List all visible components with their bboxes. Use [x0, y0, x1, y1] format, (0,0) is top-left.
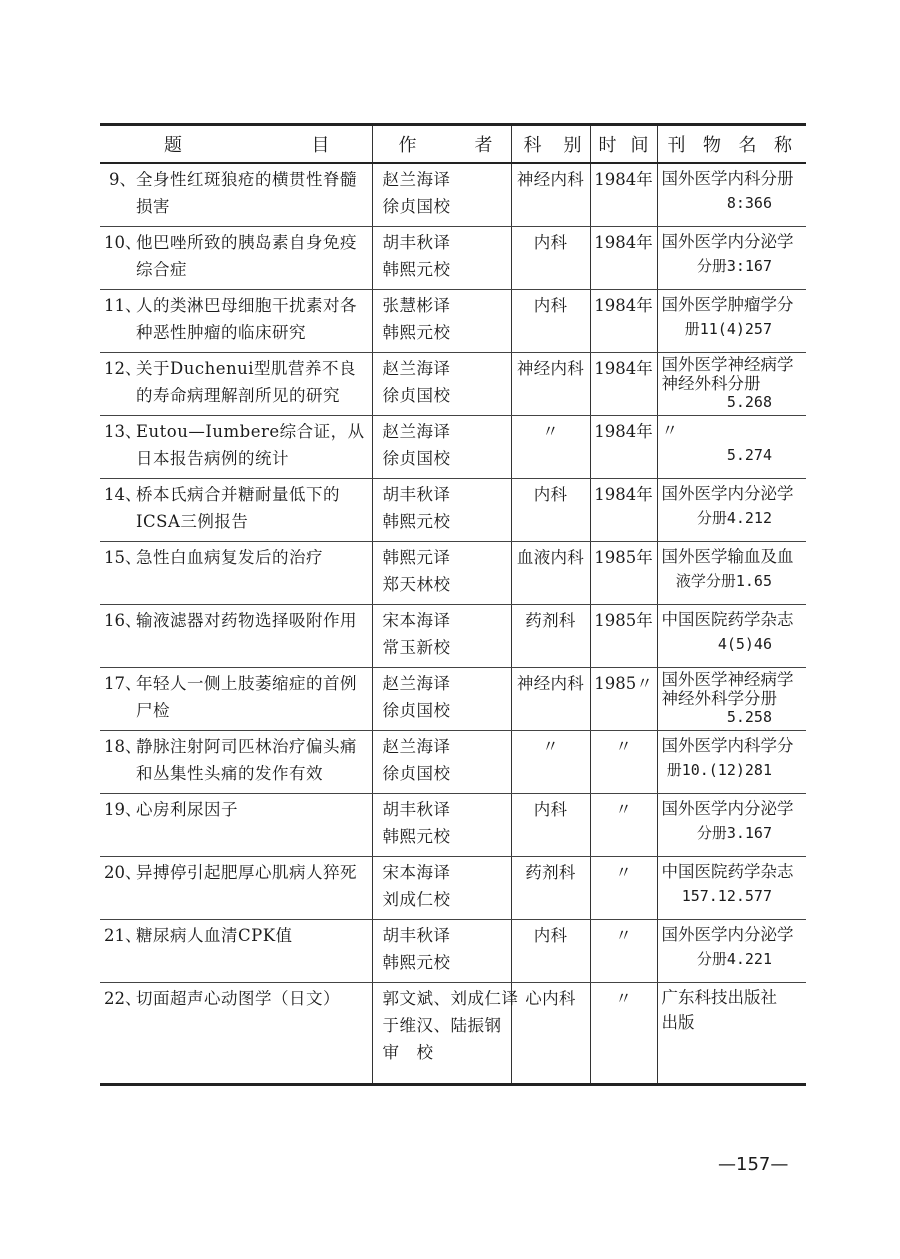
header-author: 作 者	[372, 125, 511, 164]
author-line: 韩熙元译	[382, 547, 451, 567]
title-cell	[100, 982, 372, 1084]
author-line: 刘成仁校	[382, 889, 451, 909]
journal-name: 国外医学内科学分	[661, 735, 794, 755]
time-cell: 〃	[590, 730, 657, 793]
dept-cell: 内科	[511, 478, 590, 541]
item-number: 15、	[104, 547, 142, 567]
journal-cell	[657, 982, 806, 1084]
author-line: 徐贞国校	[382, 763, 451, 783]
author-line: 常玉新校	[382, 637, 451, 657]
table-row	[100, 730, 806, 793]
item-number: 17、	[104, 673, 142, 693]
time-cell: 1985〃	[590, 667, 657, 730]
table-row	[100, 604, 806, 667]
journal-name: 国外医学肿瘤学分	[661, 294, 794, 314]
journal-ref: 分册4.221	[696, 949, 772, 968]
author-line: 韩熙元校	[382, 826, 451, 846]
author-line: 郑天林校	[382, 574, 451, 594]
item-title: 他巴唑所致的胰岛素自身免疫综合症	[136, 232, 357, 279]
journal-cell	[657, 478, 806, 541]
page-number: —157—	[718, 1154, 789, 1175]
item-title: 全身性红斑狼疮的横贯性脊髓损害	[136, 170, 357, 216]
table-header-row	[100, 125, 806, 164]
journal-cell	[657, 415, 806, 478]
item-number: 10、	[104, 232, 142, 252]
author-line: 赵兰海译	[382, 358, 451, 378]
author-cell	[372, 856, 511, 919]
author-line: 赵兰海译	[382, 170, 451, 189]
journal-name: 〃	[661, 420, 678, 440]
journal-name: 中国医院药学杂志	[661, 861, 794, 881]
journal-ref: 册11(4)257	[684, 319, 772, 338]
author-cell	[372, 541, 511, 604]
dept-cell: 药剂科	[511, 604, 590, 667]
author-line: 审 校	[382, 1042, 434, 1062]
journal-cell	[657, 667, 806, 730]
table-row	[100, 919, 806, 982]
title-cell	[100, 604, 372, 667]
item-title: 心房利尿因子	[136, 799, 238, 819]
dept-cell: 内科	[511, 919, 590, 982]
item-number: 11、	[104, 295, 142, 315]
title-cell	[100, 856, 372, 919]
journal-ref: 册10.(12)281	[666, 760, 772, 779]
journal-ref: 4(5)46	[717, 634, 772, 653]
item-number: 22、	[104, 988, 142, 1008]
table-row	[100, 352, 806, 415]
dept-cell: 内科	[511, 793, 590, 856]
journal-cell	[657, 541, 806, 604]
table-row	[100, 793, 806, 856]
header-title: 题 目	[100, 125, 372, 164]
author-cell	[372, 667, 511, 730]
table-row	[100, 982, 806, 1084]
author-cell	[372, 352, 511, 415]
author-cell	[372, 226, 511, 289]
author-line: 韩熙元校	[382, 259, 451, 279]
table-row	[100, 856, 806, 919]
author-line: 胡丰秋译	[382, 232, 451, 252]
journal-ref: 5.274	[726, 445, 772, 464]
journal-name: 国外医学输血及血	[661, 546, 794, 566]
dept-cell: 神经内科	[511, 163, 590, 226]
journal-cell	[657, 919, 806, 982]
dept-cell: 血液内科	[511, 541, 590, 604]
journal-name: 国外医学内分泌学	[661, 483, 794, 503]
journal-cell	[657, 604, 806, 667]
journal-name: 国外医学内分泌学	[661, 231, 794, 251]
journal-name: 国外医学神经病学 神经外科分册	[661, 354, 794, 393]
journal-cell	[657, 730, 806, 793]
dept-cell: 神经内科	[511, 667, 590, 730]
time-cell: 1985年	[590, 541, 657, 604]
time-cell: 〃	[590, 793, 657, 856]
dept-cell: 内科	[511, 226, 590, 289]
table-row	[100, 478, 806, 541]
journal-name: 国外医学内科分册	[661, 169, 794, 188]
author-line: 徐贞国校	[382, 385, 451, 405]
journal-name: 广东科技出版社 出版	[661, 987, 777, 1032]
item-title: 静脉注射阿司匹林治疗偏头痛和丛集性头痛的发作有效	[136, 736, 357, 783]
item-title: 关于Duchenui型肌营养不良的寿命病理解剖所见的研究	[136, 358, 357, 405]
journal-ref: 5.268	[726, 392, 772, 411]
time-cell: 1985年	[590, 604, 657, 667]
author-line: 张慧彬译	[382, 295, 451, 315]
dept-cell: 神经内科	[511, 352, 590, 415]
table-row	[100, 667, 806, 730]
time-cell: 1984年	[590, 289, 657, 352]
item-number: 12、	[104, 358, 142, 378]
item-title: 异搏停引起肥厚心肌病人猝死	[136, 862, 357, 882]
item-title: 切面超声心动图学（日文）	[136, 988, 340, 1008]
title-cell	[100, 163, 372, 226]
item-number: 9、	[109, 170, 136, 189]
journal-ref: 分册4.212	[696, 508, 772, 527]
author-line: 胡丰秋译	[382, 925, 451, 945]
title-cell	[100, 478, 372, 541]
journal-ref: 5.258	[726, 707, 772, 726]
table-row	[100, 415, 806, 478]
journal-name: 国外医学神经病学 神经外科学分册	[661, 669, 794, 708]
dept-cell: 心内科	[511, 982, 590, 1084]
item-title: 输液滤器对药物选择吸附作用	[136, 610, 357, 630]
author-line: 赵兰海译	[382, 736, 451, 756]
journal-cell	[657, 289, 806, 352]
journal-ref: 157.12.577	[681, 886, 772, 905]
title-cell	[100, 541, 372, 604]
author-line: 于维汉、陆振钢	[382, 1015, 502, 1035]
time-cell: 1984年	[590, 163, 657, 226]
author-line: 胡丰秋译	[382, 484, 451, 504]
title-cell	[100, 793, 372, 856]
author-cell	[372, 478, 511, 541]
time-cell: 〃	[590, 856, 657, 919]
item-number: 20、	[104, 862, 142, 882]
author-line: 韩熙元校	[382, 322, 451, 342]
journal-ref: 液学分册1.65	[675, 571, 772, 590]
header-dept: 科 别	[511, 125, 590, 164]
time-cell: 1984年	[590, 415, 657, 478]
table-row	[100, 289, 806, 352]
author-line: 徐贞国校	[382, 197, 451, 216]
dept-cell: 〃	[511, 415, 590, 478]
item-number: 13、	[104, 421, 142, 441]
title-cell	[100, 667, 372, 730]
time-cell: 1984年	[590, 478, 657, 541]
author-line: 韩熙元校	[382, 511, 451, 531]
author-cell	[372, 919, 511, 982]
author-line: 宋本海译	[382, 862, 451, 882]
author-line: 胡丰秋译	[382, 799, 451, 819]
time-cell: 〃	[590, 919, 657, 982]
table-row	[100, 163, 806, 226]
author-line: 韩熙元校	[382, 952, 451, 972]
title-cell	[100, 415, 372, 478]
item-number: 21、	[104, 925, 142, 945]
time-cell: 〃	[590, 982, 657, 1084]
journal-cell	[657, 226, 806, 289]
item-number: 18、	[104, 736, 142, 756]
journal-cell	[657, 793, 806, 856]
item-title: Eutou—Iumbere综合证，从日本报告病例的统计	[136, 421, 365, 468]
journal-cell	[657, 163, 806, 226]
author-line: 徐贞国校	[382, 448, 451, 468]
journal-ref: 8:366	[726, 194, 772, 212]
title-cell	[100, 226, 372, 289]
item-title: 急性白血病复发后的治疗	[136, 547, 323, 567]
journal-ref: 分册3:167	[696, 256, 772, 275]
item-title: 桥本氏病合并糖耐量低下的ICSA三例报告	[136, 484, 340, 531]
author-cell	[372, 982, 519, 1084]
author-line: 郭文斌、刘成仁译	[382, 988, 519, 1008]
header-journal: 刊 物 名 称	[657, 125, 806, 164]
author-line: 赵兰海译	[382, 421, 451, 441]
dept-cell: 〃	[511, 730, 590, 793]
title-cell	[100, 289, 372, 352]
journal-name: 中国医院药学杂志	[661, 609, 794, 629]
item-title: 人的类淋巴母细胞干扰素对各种恶性肿瘤的临床研究	[136, 295, 357, 342]
publication-table	[100, 123, 806, 1086]
dept-cell: 药剂科	[511, 856, 590, 919]
author-line: 徐贞国校	[382, 700, 451, 720]
title-cell	[100, 730, 372, 793]
table-row	[100, 226, 806, 289]
journal-cell	[657, 856, 806, 919]
item-number: 14、	[104, 484, 142, 504]
author-cell	[372, 793, 511, 856]
journal-name: 国外医学内分泌学	[661, 924, 794, 944]
journal-ref: 分册3.167	[696, 823, 772, 842]
author-cell	[372, 415, 511, 478]
header-time: 时 间	[590, 125, 657, 164]
author-cell	[372, 289, 511, 352]
author-cell	[372, 604, 511, 667]
time-cell: 1984年	[590, 352, 657, 415]
item-title: 年轻人一侧上肢萎缩症的首例尸检	[136, 673, 357, 720]
item-title: 糖尿病人血清CPK值	[136, 925, 293, 945]
author-line: 赵兰海译	[382, 673, 451, 693]
time-cell: 1984年	[590, 226, 657, 289]
author-cell	[372, 730, 511, 793]
journal-cell	[657, 352, 806, 415]
title-cell	[100, 919, 372, 982]
author-line: 宋本海译	[382, 610, 451, 630]
dept-cell: 内科	[511, 289, 590, 352]
item-number: 19、	[104, 799, 142, 819]
item-number: 16、	[104, 610, 142, 630]
title-cell	[100, 352, 372, 415]
journal-name: 国外医学内分泌学	[661, 798, 794, 818]
author-cell	[372, 163, 511, 226]
table-row	[100, 541, 806, 604]
